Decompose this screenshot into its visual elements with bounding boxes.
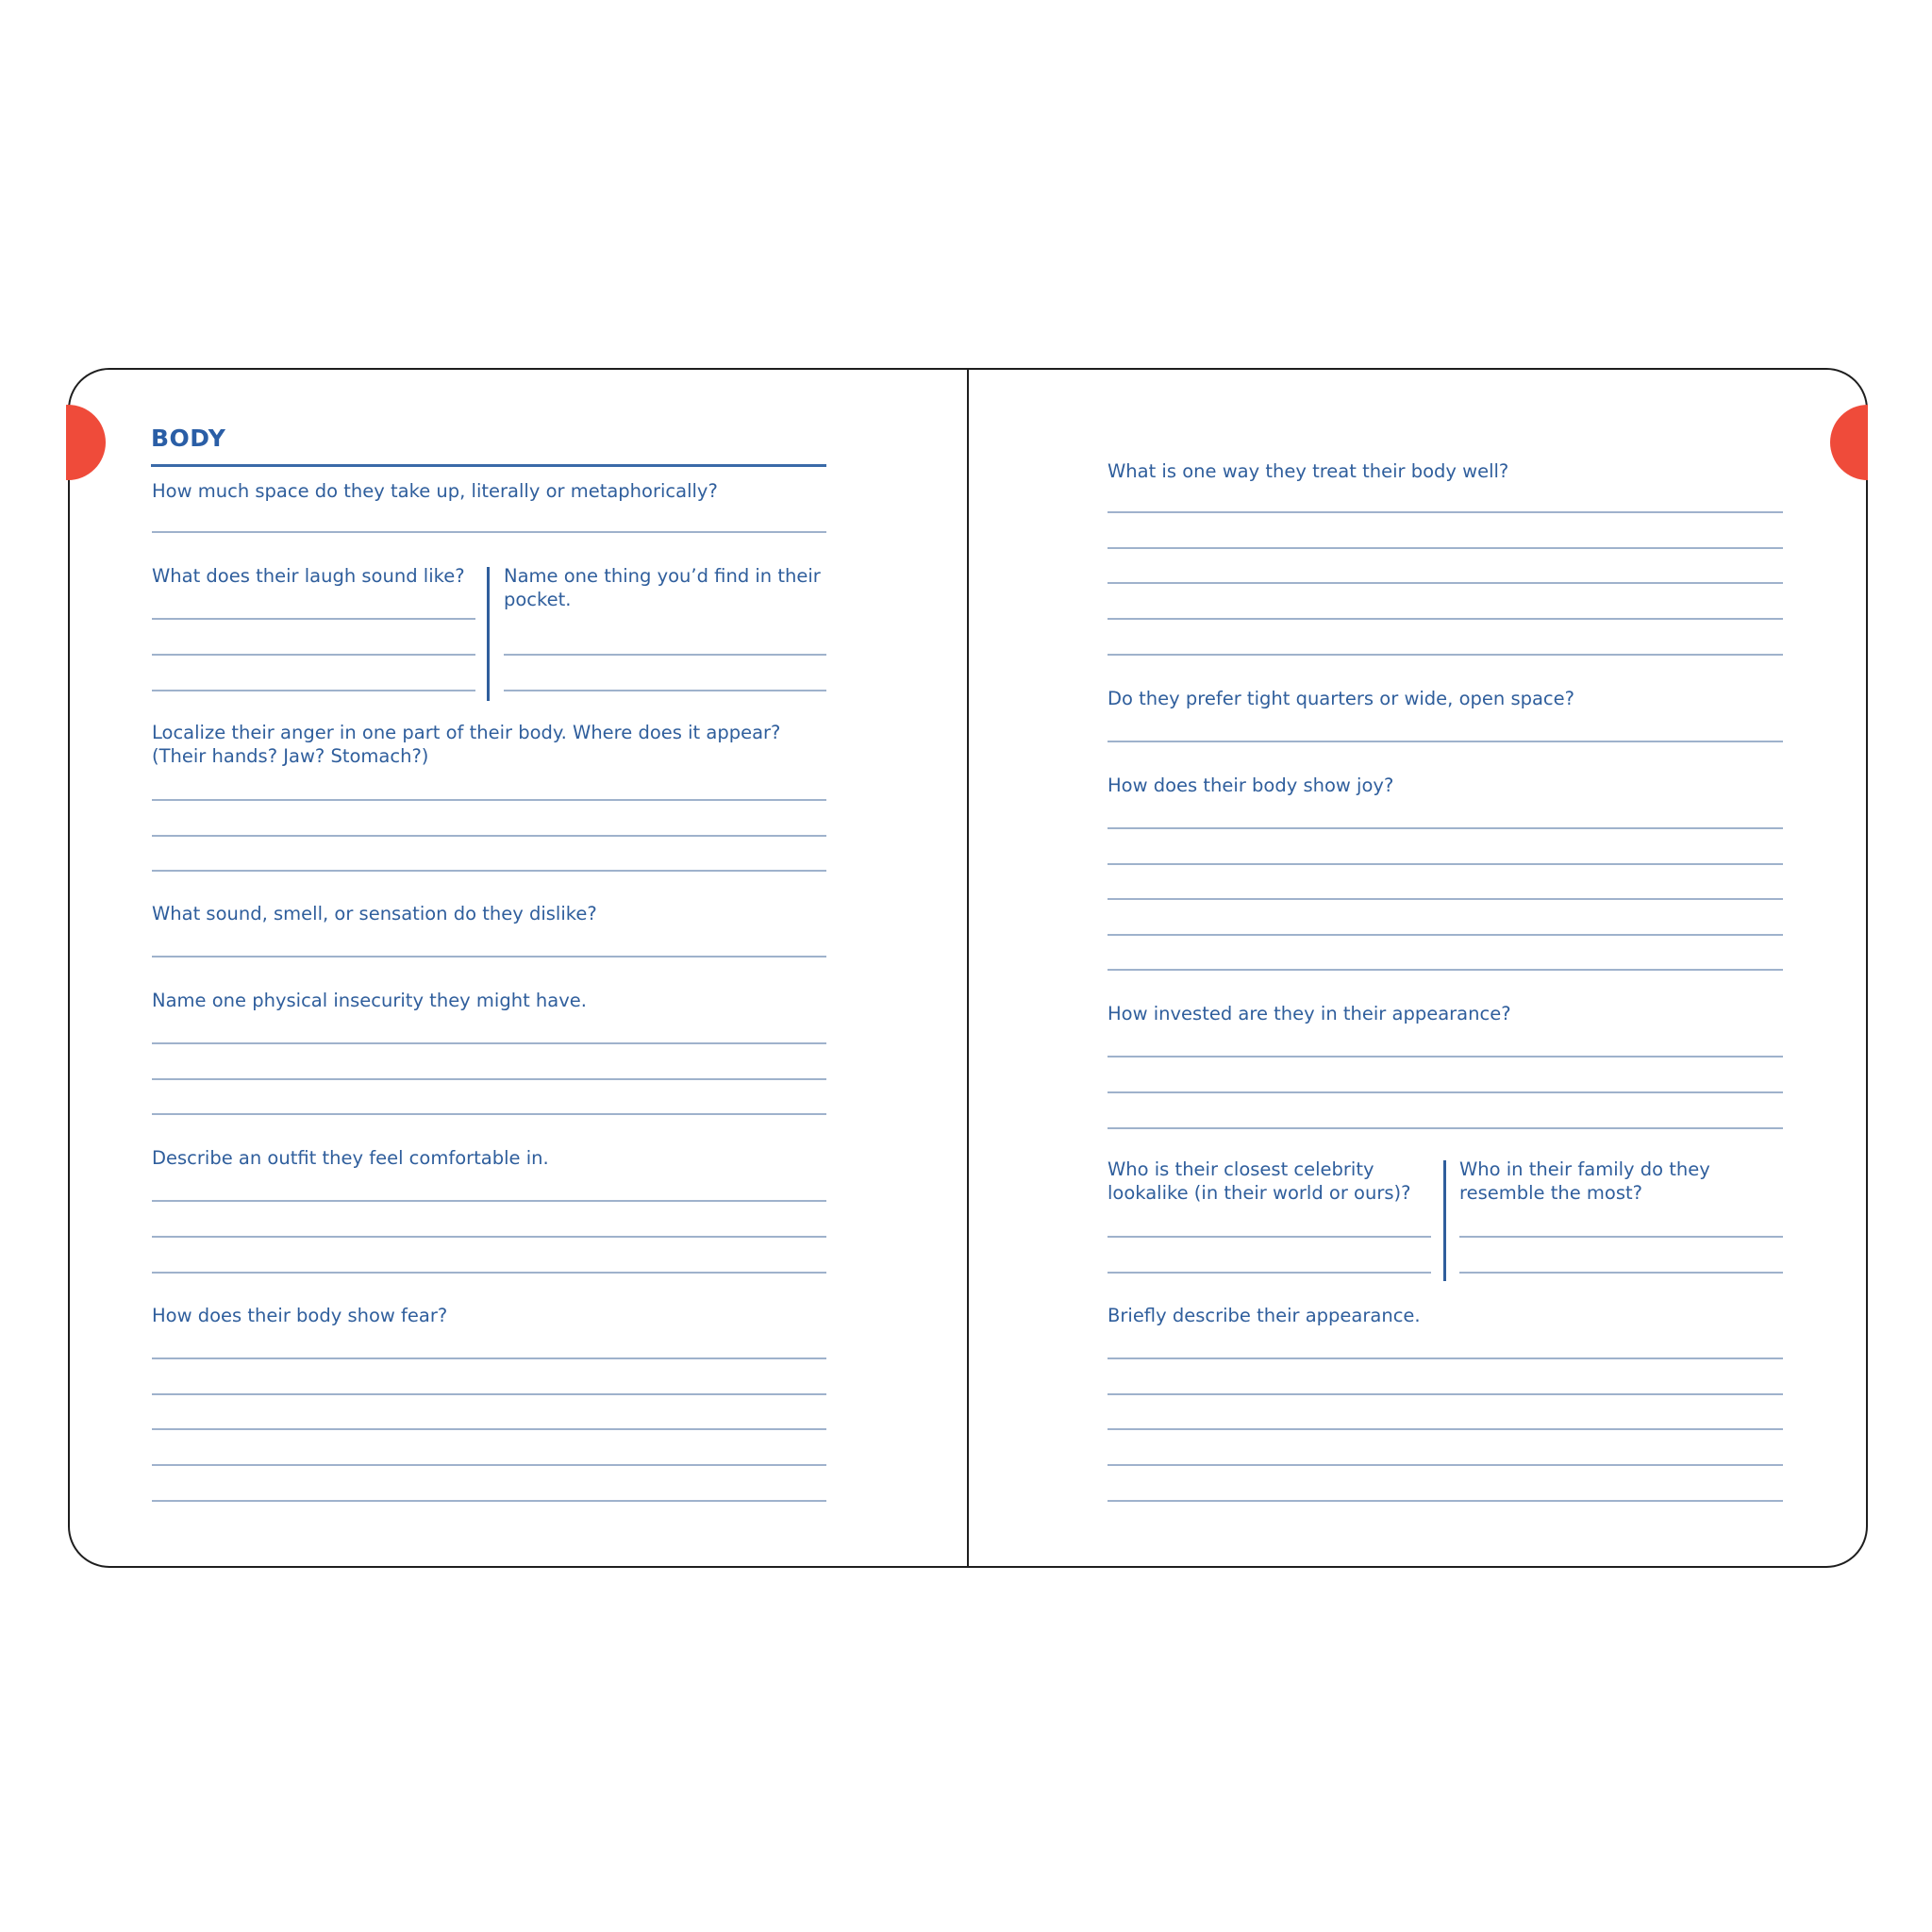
left-page bbox=[151, 368, 826, 1568]
answer-line[interactable] bbox=[152, 799, 826, 801]
column-divider bbox=[1443, 1160, 1446, 1281]
answer-line[interactable] bbox=[152, 1464, 826, 1466]
answer-line[interactable] bbox=[504, 690, 826, 691]
answer-line[interactable] bbox=[1108, 898, 1783, 900]
answer-line[interactable] bbox=[152, 1272, 826, 1274]
question-anger: Localize their anger in one part of their body. Where does it appear? (Their hands? Jaw? Stomach?) bbox=[152, 722, 781, 767]
answer-line[interactable] bbox=[1108, 1428, 1783, 1430]
answer-line[interactable] bbox=[1108, 1056, 1783, 1058]
answer-line[interactable] bbox=[152, 956, 826, 958]
answer-line[interactable] bbox=[1108, 511, 1783, 513]
column-divider bbox=[487, 567, 490, 701]
answer-line[interactable] bbox=[1108, 934, 1783, 936]
answer-line[interactable] bbox=[1108, 1464, 1783, 1466]
question-celebrity-lookalike: Who is their closest celebrity lookalike (in their world or ours)? bbox=[1108, 1158, 1411, 1204]
answer-line[interactable] bbox=[1108, 741, 1783, 742]
answer-line[interactable] bbox=[1108, 1500, 1783, 1502]
question-family-resemblance: Who in their family do they resemble the most? bbox=[1459, 1158, 1710, 1204]
answer-line[interactable] bbox=[152, 1078, 826, 1080]
answer-line[interactable] bbox=[1108, 969, 1783, 971]
answer-line[interactable] bbox=[1108, 1091, 1783, 1093]
question-treat-body: What is one way they treat their body well? bbox=[1108, 460, 1509, 482]
answer-line[interactable] bbox=[152, 1236, 826, 1238]
question-pocket: Name one thing you’d find in their pocket. bbox=[504, 565, 821, 610]
answer-line[interactable] bbox=[1108, 618, 1783, 620]
answer-line[interactable] bbox=[152, 1200, 826, 1202]
section-title: BODY bbox=[151, 425, 226, 452]
answer-line[interactable] bbox=[1108, 654, 1783, 656]
answer-line[interactable] bbox=[152, 690, 475, 691]
answer-line[interactable] bbox=[1108, 547, 1783, 549]
book-spine bbox=[967, 368, 969, 1568]
answer-line[interactable] bbox=[152, 1500, 826, 1502]
question-fear: How does their body show fear? bbox=[152, 1305, 448, 1326]
question-joy: How does their body show joy? bbox=[1108, 774, 1394, 796]
answer-line[interactable] bbox=[152, 654, 475, 656]
answer-line[interactable] bbox=[1108, 1127, 1783, 1129]
question-describe-appearance: Briefly describe their appearance. bbox=[1108, 1305, 1421, 1326]
answer-line[interactable] bbox=[1108, 1357, 1783, 1359]
answer-line[interactable] bbox=[152, 1113, 826, 1115]
answer-line[interactable] bbox=[1108, 863, 1783, 865]
answer-line[interactable] bbox=[1108, 1272, 1431, 1274]
question-insecurity: Name one physical insecurity they might have. bbox=[152, 990, 587, 1011]
question-appearance-investment: How invested are they in their appearance? bbox=[1108, 1003, 1511, 1024]
answer-line[interactable] bbox=[1108, 582, 1783, 584]
answer-line[interactable] bbox=[152, 618, 475, 620]
question-space-preference: Do they prefer tight quarters or wide, open space? bbox=[1108, 688, 1574, 709]
right-page bbox=[1108, 368, 1783, 1568]
question-dislike: What sound, smell, or sensation do they dislike? bbox=[152, 903, 597, 924]
question-laugh: What does their laugh sound like? bbox=[152, 565, 465, 587]
answer-line[interactable] bbox=[504, 654, 826, 656]
question-space: How much space do they take up, literally or metaphorically? bbox=[152, 480, 718, 502]
answer-line[interactable] bbox=[1108, 1236, 1431, 1238]
answer-line[interactable] bbox=[152, 1428, 826, 1430]
answer-line[interactable] bbox=[1108, 1393, 1783, 1395]
question-outfit: Describe an outfit they feel comfortable in. bbox=[152, 1147, 549, 1169]
answer-line[interactable] bbox=[152, 1393, 826, 1395]
answer-line[interactable] bbox=[152, 835, 826, 837]
answer-line[interactable] bbox=[152, 531, 826, 533]
answer-line[interactable] bbox=[152, 870, 826, 872]
answer-line[interactable] bbox=[1108, 827, 1783, 829]
answer-line[interactable] bbox=[1459, 1236, 1783, 1238]
answer-line[interactable] bbox=[152, 1357, 826, 1359]
answer-line[interactable] bbox=[152, 1042, 826, 1044]
answer-line[interactable] bbox=[1459, 1272, 1783, 1274]
title-rule bbox=[151, 464, 826, 467]
